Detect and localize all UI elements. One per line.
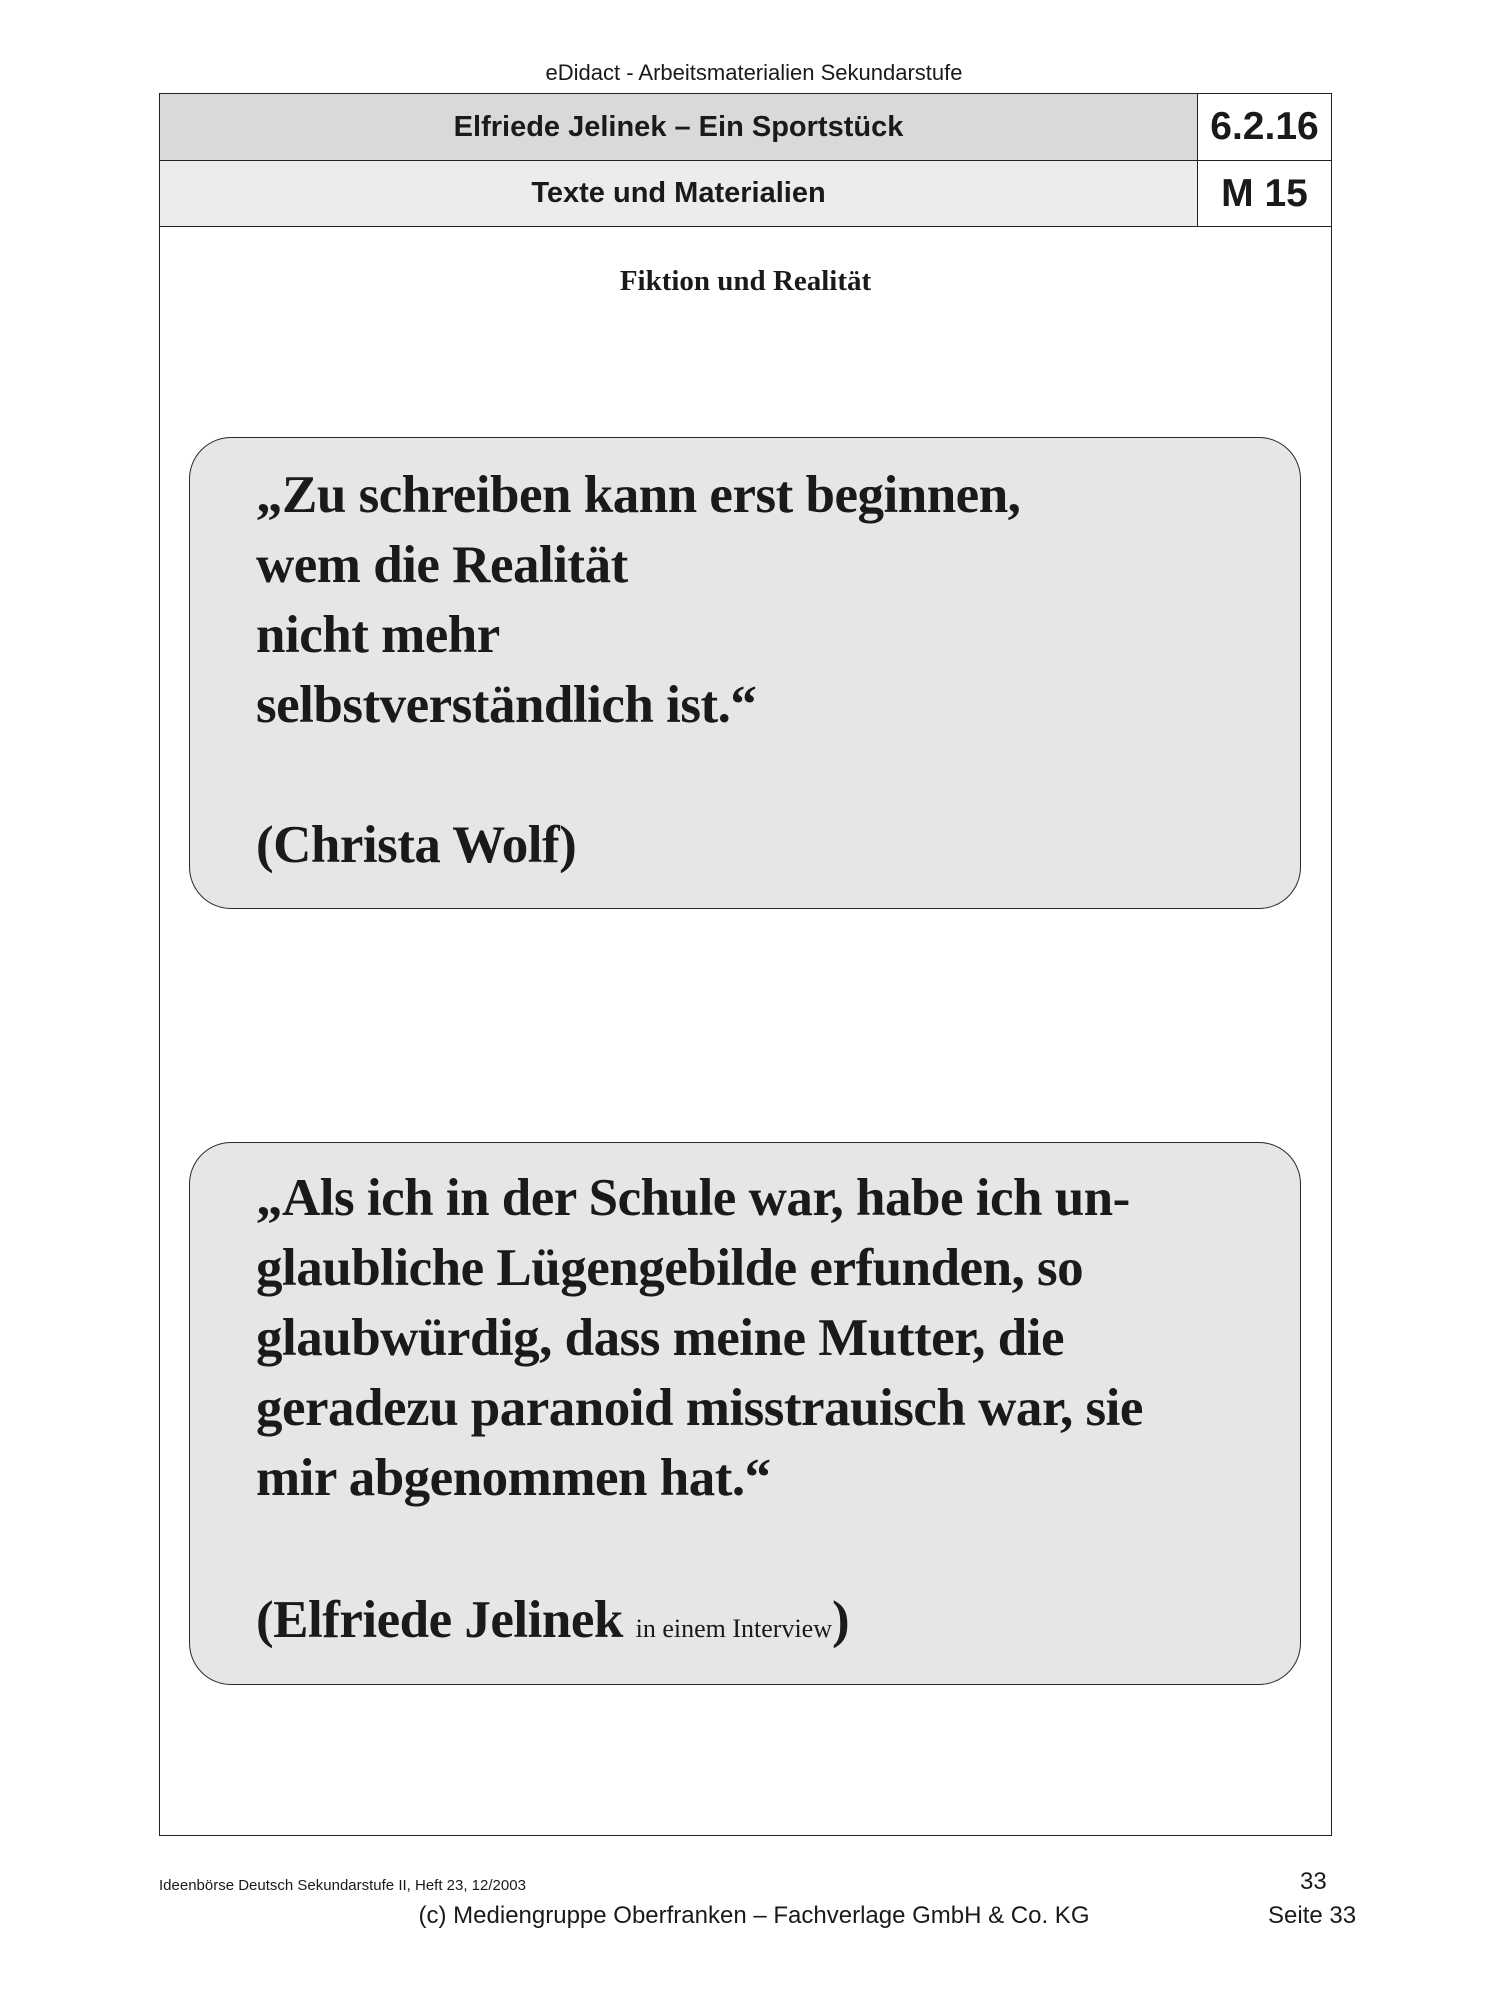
quote-text: „Als ich in der Schule war, habe ich un- glaubliche Lügengebilde erfunden, so glaubwürdig, dass meine Mutter, die geradezu paranoid misstrauisch war, sie mir abgenommen hat.“ xyxy=(256,1169,1143,1507)
material-number: M 15 xyxy=(1198,161,1331,226)
publisher-header: eDidact - Arbeitsmaterialien Sekundarstufe xyxy=(545,60,963,85)
attribution-note: in einem Interview xyxy=(635,1614,832,1643)
footer-copyright: (c) Mediengruppe Oberfranken – Fachverlage GmbH & Co. KG xyxy=(418,1902,1090,1929)
quote-box-christa-wolf xyxy=(189,437,1301,909)
attribution-close: ) xyxy=(831,1591,850,1649)
attribution-author: (Elfriede Jelinek xyxy=(256,1591,623,1649)
footer-page-label: Seite 33 xyxy=(1268,1902,1357,1929)
quote-box-elfriede-jelinek xyxy=(189,1142,1301,1685)
quote-text: „Zu schreiben kann erst beginnen, wem die Realität nicht mehr selbstverständlich ist.“ xyxy=(256,466,1021,734)
worksheet-subtitle: Texte und Materialien xyxy=(160,161,1198,226)
section-title: Fiktion und Realität xyxy=(619,265,872,297)
title-row xyxy=(160,94,1331,161)
quote-attribution: (Christa Wolf) xyxy=(256,816,577,874)
footer-page-number: 33 xyxy=(1300,1868,1327,1895)
subtitle-row xyxy=(160,161,1331,227)
worksheet-code: 6.2.16 xyxy=(1198,94,1331,160)
worksheet-title: Elfriede Jelinek – Ein Sportstück xyxy=(160,94,1198,160)
footer-source: Ideenbörse Deutsch Sekundarstufe II, Heft 23, 12/2003 xyxy=(159,1877,526,1894)
quote-attribution xyxy=(256,1585,849,1664)
